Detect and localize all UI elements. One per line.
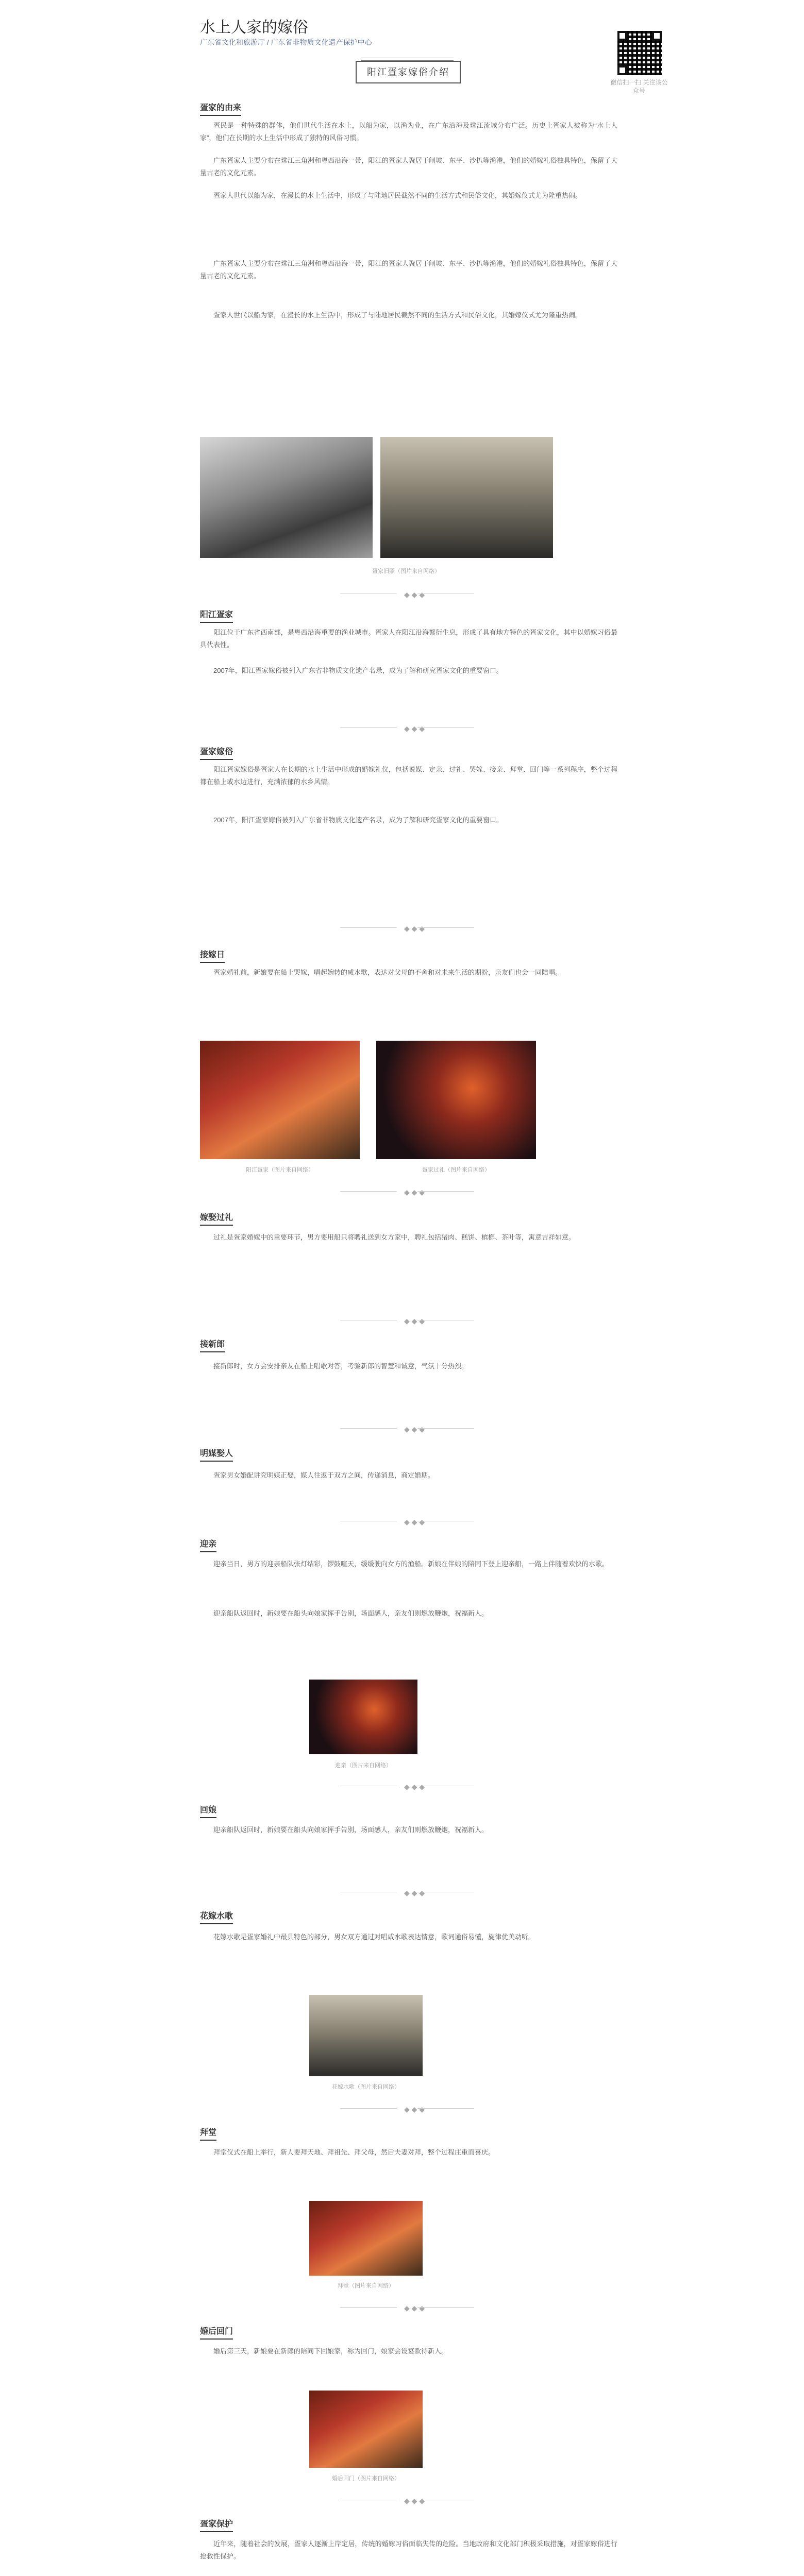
- section-divider: ◆ ◆ ◆: [340, 587, 474, 600]
- paragraph: 迎亲船队返回时，新娘要在船头向娘家挥手告别，场面感人，亲友们则燃放鞭炮，祝福新人。: [213, 1609, 489, 1617]
- section-heading: 迎亲: [200, 1537, 216, 1552]
- section-heading: 婚后回门: [200, 2325, 233, 2340]
- section-divider: ◆ ◆ ◆: [340, 1185, 474, 1197]
- image-caption: 阳江疍家（图片来自网络）: [246, 1167, 314, 1173]
- qr-caption: 微信扫一扫 关注该公众号: [610, 79, 668, 94]
- photo-water-song: [309, 1995, 423, 2076]
- photo-harbor-bw: [380, 437, 553, 558]
- section-heading: 阳江疍家: [200, 608, 233, 623]
- section-heading: 拜堂: [200, 2126, 216, 2141]
- section-divider: ◆ ◆ ◆: [340, 1314, 474, 1326]
- article-meta: [200, 37, 372, 47]
- section-divider: ◆ ◆ ◆: [340, 1886, 474, 1898]
- paragraph: 疍家婚礼前，新娘要在船上哭嫁，唱起婉转的咸水歌，表达对父母的不舍和对未来生活的期盼，亲友们也会一同陪唱。: [213, 969, 562, 976]
- paragraph: 花嫁水歌是疍家婚礼中最具特色的部分，男女双方通过对唱咸水歌表达情意，歌词通俗易懂，旋律优美动听。: [213, 1933, 535, 1941]
- paragraph: 接新郎时，女方会安排亲友在船上唱歌对答，考验新郎的智慧和诚意，气氛十分热烈。: [213, 1362, 468, 1370]
- section-heading: 嫁娶过礼: [200, 1211, 233, 1226]
- account-qr-code[interactable]: [617, 31, 662, 75]
- section-divider: ◆ ◆ ◆: [340, 1515, 474, 1527]
- section-heading: 接嫁日: [200, 948, 225, 963]
- section-divider: ◆ ◆ ◆: [340, 2301, 474, 2313]
- section-banner: 阳江疍家嫁俗介绍: [356, 61, 461, 83]
- paragraph: 疍家人世代以船为家，在漫长的水上生活中，形成了与陆地居民截然不同的生活方式和民俗文化，其婚嫁仪式尤为隆重热闹。: [213, 311, 582, 319]
- photo-night-wedding: [309, 1680, 417, 1754]
- photo-return-home: [309, 2391, 423, 2468]
- section-divider: ◆ ◆ ◆: [340, 721, 474, 734]
- section-heading: 回娘: [200, 1803, 216, 1818]
- paragraph: 疍家男女婚配讲究明媒正娶，媒人往返于双方之间，传递消息，商定婚期。: [213, 1471, 435, 1479]
- section-divider: ◆ ◆ ◆: [340, 2494, 474, 2506]
- article: [186, 0, 668, 2576]
- paragraph: 2007年，阳江疍家嫁俗被列入广东省非物质文化遗产名录，成为了解和研究疍家文化的重要窗口。: [213, 667, 503, 674]
- paragraph: 疍家人世代以船为家，在漫长的水上生活中，形成了与陆地居民截然不同的生活方式和民俗文化，其婚嫁仪式尤为隆重热闹。: [213, 192, 582, 199]
- photo-ceremony-offering: [376, 1041, 536, 1159]
- image-caption: 迎亲（图片来自网络）: [335, 1762, 392, 1769]
- image-caption: 婚后回门（图片来自网络）: [332, 2476, 400, 2482]
- section-heading: 明媒娶人: [200, 1447, 233, 1462]
- paragraph: 2007年，阳江疍家嫁俗被列入广东省非物质文化遗产名录，成为了解和研究疍家文化的重要窗口。: [213, 816, 503, 824]
- section-heading: 花嫁水歌: [200, 1909, 233, 1924]
- section-divider: ◆ ◆ ◆: [340, 921, 474, 934]
- section-divider: ◆ ◆ ◆: [340, 1780, 474, 1792]
- image-caption: 疍家过礼（图片来自网络）: [422, 1167, 490, 1173]
- section-divider: ◆ ◆ ◆: [340, 2102, 474, 2114]
- section-heading: 疍家嫁俗: [200, 745, 233, 760]
- section-heading: 疍家的由来: [200, 101, 241, 116]
- paragraph: 广东疍家人主要分布在珠江三角洲和粤西沿海一带，阳江的疍家人聚居于闸坡、东平、沙扒等渔港，他们的婚嫁礼俗独具特色，保留了大量古老的文化元素。: [200, 157, 617, 177]
- paragraph: 阳江疍家嫁俗是疍家人在长期的水上生活中形成的婚嫁礼仪，包括说媒、定亲、过礼、哭嫁、接亲、拜堂、回门等一系列程序，整个过程都在船上或水边进行，充满浓郁的水乡风情。: [200, 766, 617, 786]
- paragraph: 拜堂仪式在船上举行，新人要拜天地、拜祖先、拜父母，然后夫妻对拜，整个过程庄重而喜庆。: [213, 2148, 495, 2156]
- photo-boats-bw: [200, 437, 373, 558]
- account-name[interactable]: 广东省文化和旅游厅 / 广东省非物质文化遗产保护中心: [200, 38, 372, 46]
- paragraph: 过礼是疍家婚嫁中的重要环节，男方要用船只将聘礼送到女方家中，聘礼包括猪肉、糕饼、槟榔、茶叶等，寓意吉祥如意。: [213, 1233, 576, 1241]
- paragraph: 婚后第三天，新娘要在新郎的陪同下回娘家，称为回门，娘家会设宴款待新人。: [213, 2347, 448, 2355]
- paragraph: 疍民是一种特殊的群体，他们世代生活在水上，以船为家，以渔为业，在广东沿海及珠江流域分布广泛。历史上疍家人被称为“水上人家”，他们在长期的水上生活中形成了独特的风俗习惯。: [200, 122, 617, 142]
- paragraph: 迎亲当日，男方的迎亲船队张灯结彩，锣鼓喧天，缓缓驶向女方的渔船。新娘在伴娘的陪同下登上迎亲船，一路上伴随着欢快的水歌。: [213, 1560, 609, 1568]
- paragraph: 广东疍家人主要分布在珠江三角洲和粤西沿海一带，阳江的疍家人聚居于闸坡、东平、沙扒等渔港，他们的婚嫁礼俗独具特色，保留了大量古老的文化元素。: [200, 260, 617, 280]
- image-caption: 花嫁水歌（图片来自网络）: [332, 2084, 400, 2090]
- image-caption: 拜堂（图片来自网络）: [338, 2283, 394, 2289]
- photo-worship: [309, 2201, 423, 2276]
- section-heading: 疍家保护: [200, 2517, 233, 2532]
- paragraph: 阳江位于广东省西南部，是粤西沿海重要的渔业城市。疍家人在阳江沿海繁衍生息，形成了具有地方特色的疍家文化，其中以婚嫁习俗最具代表性。: [200, 629, 617, 649]
- image-caption: 疍家旧照（图片来自网络）: [372, 568, 440, 574]
- photo-ceremony-boat: [200, 1041, 360, 1159]
- article-title: 水上人家的嫁俗: [200, 19, 308, 36]
- paragraph: 迎亲船队返回时，新娘要在船头向娘家挥手告别，场面感人，亲友们则燃放鞭炮，祝福新人。: [213, 1826, 489, 1834]
- section-divider: ◆ ◆ ◆: [340, 1422, 474, 1434]
- paragraph: 近年来，随着社会的发展，疍家人逐渐上岸定居，传统的婚嫁习俗面临失传的危险。当地政府和文化部门积极采取措施，对疍家嫁俗进行抢救性保护。: [200, 2540, 617, 2560]
- section-heading: 接新郎: [200, 1337, 225, 1352]
